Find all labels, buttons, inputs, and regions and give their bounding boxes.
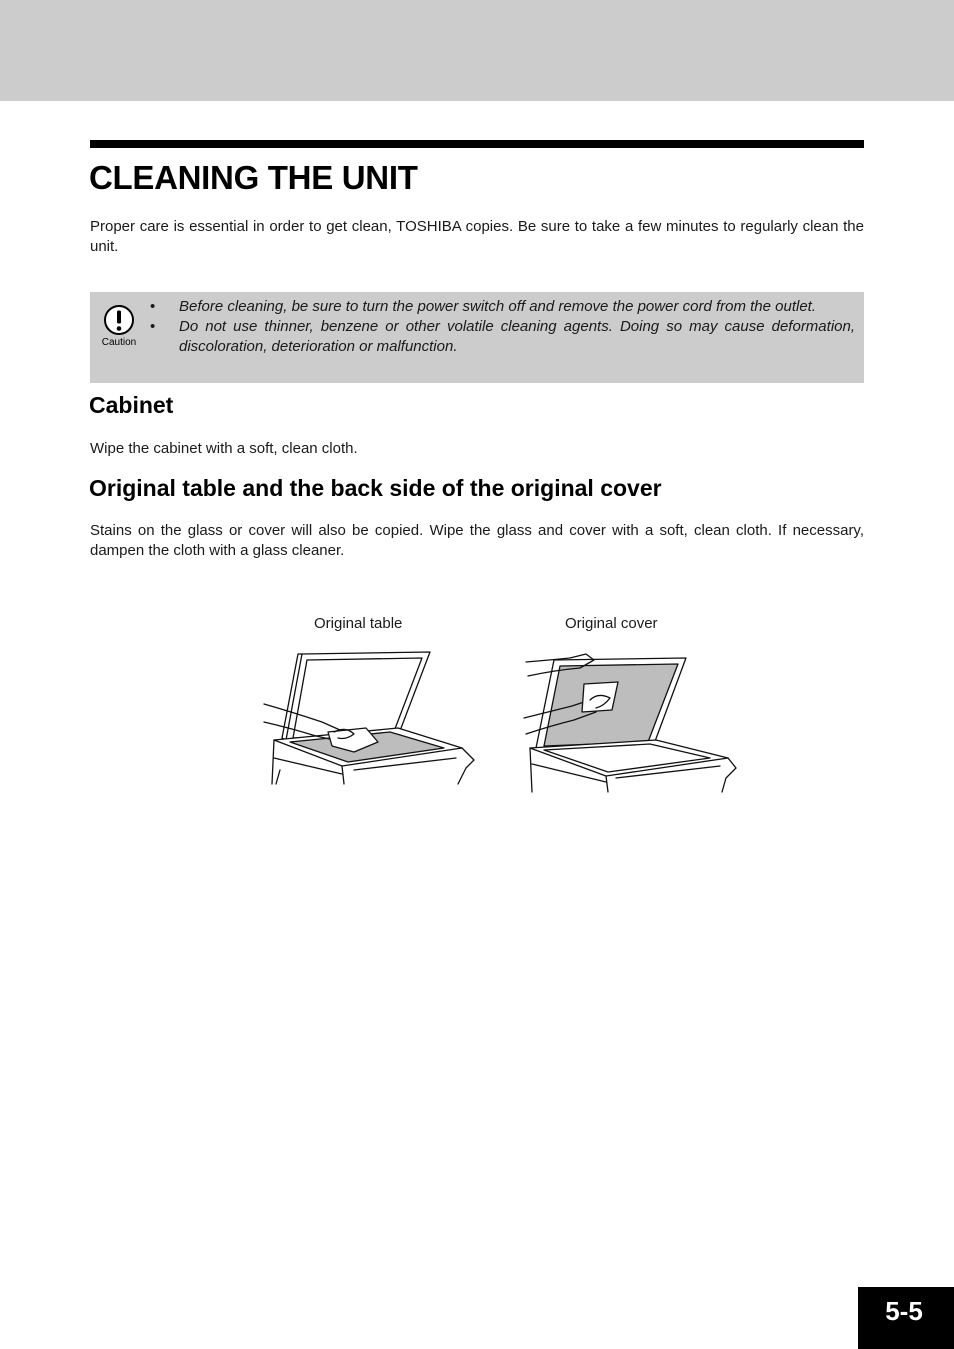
caution-list [150, 297, 855, 357]
header-band [0, 0, 954, 101]
figure-label-original-cover: Original cover [565, 615, 658, 632]
section-heading-cabinet: Cabinet [89, 392, 174, 418]
caution-label: Caution [101, 337, 137, 348]
caution-item-text: Before cleaning, be sure to turn the power switch off and remove the power cord from the outlet. [179, 298, 817, 315]
section-text-cabinet: Wipe the cabinet with a soft, clean cloth. [90, 440, 358, 457]
figure-label-original-table: Original table [314, 615, 403, 632]
caution-badge [99, 304, 139, 349]
page-number-tab: 5-5 [858, 1287, 954, 1349]
title-rule [90, 140, 864, 148]
copier-table-illustration [262, 648, 478, 786]
exclamation-icon [103, 304, 135, 336]
copier-cover-illustration [520, 648, 740, 794]
intro-paragraph: Proper care is essential in order to get clean, TOSHIBA copies. Be sure to take a few minutes to regularly clean the unit. [90, 218, 864, 255]
caution-box [90, 292, 864, 383]
section-text-original-table: Stains on the glass or cover will also be copied. Wipe the glass and cover with a soft, clean cloth. If necessary, dampen the cloth with a glass cleaner. [90, 522, 864, 559]
caution-item [150, 317, 855, 357]
bullet-icon: • [150, 298, 156, 315]
page-title: CLEANING THE UNIT [89, 159, 418, 196]
bullet-icon: • [150, 318, 156, 335]
caution-item-text: Do not use thinner, benzene or other volatile cleaning agents. Doing so may cause deformation, discoloration, deterioration or malfunction. [179, 318, 855, 355]
caution-item [150, 297, 855, 317]
section-heading-original-table: Original table and the back side of the original cover [89, 475, 662, 501]
